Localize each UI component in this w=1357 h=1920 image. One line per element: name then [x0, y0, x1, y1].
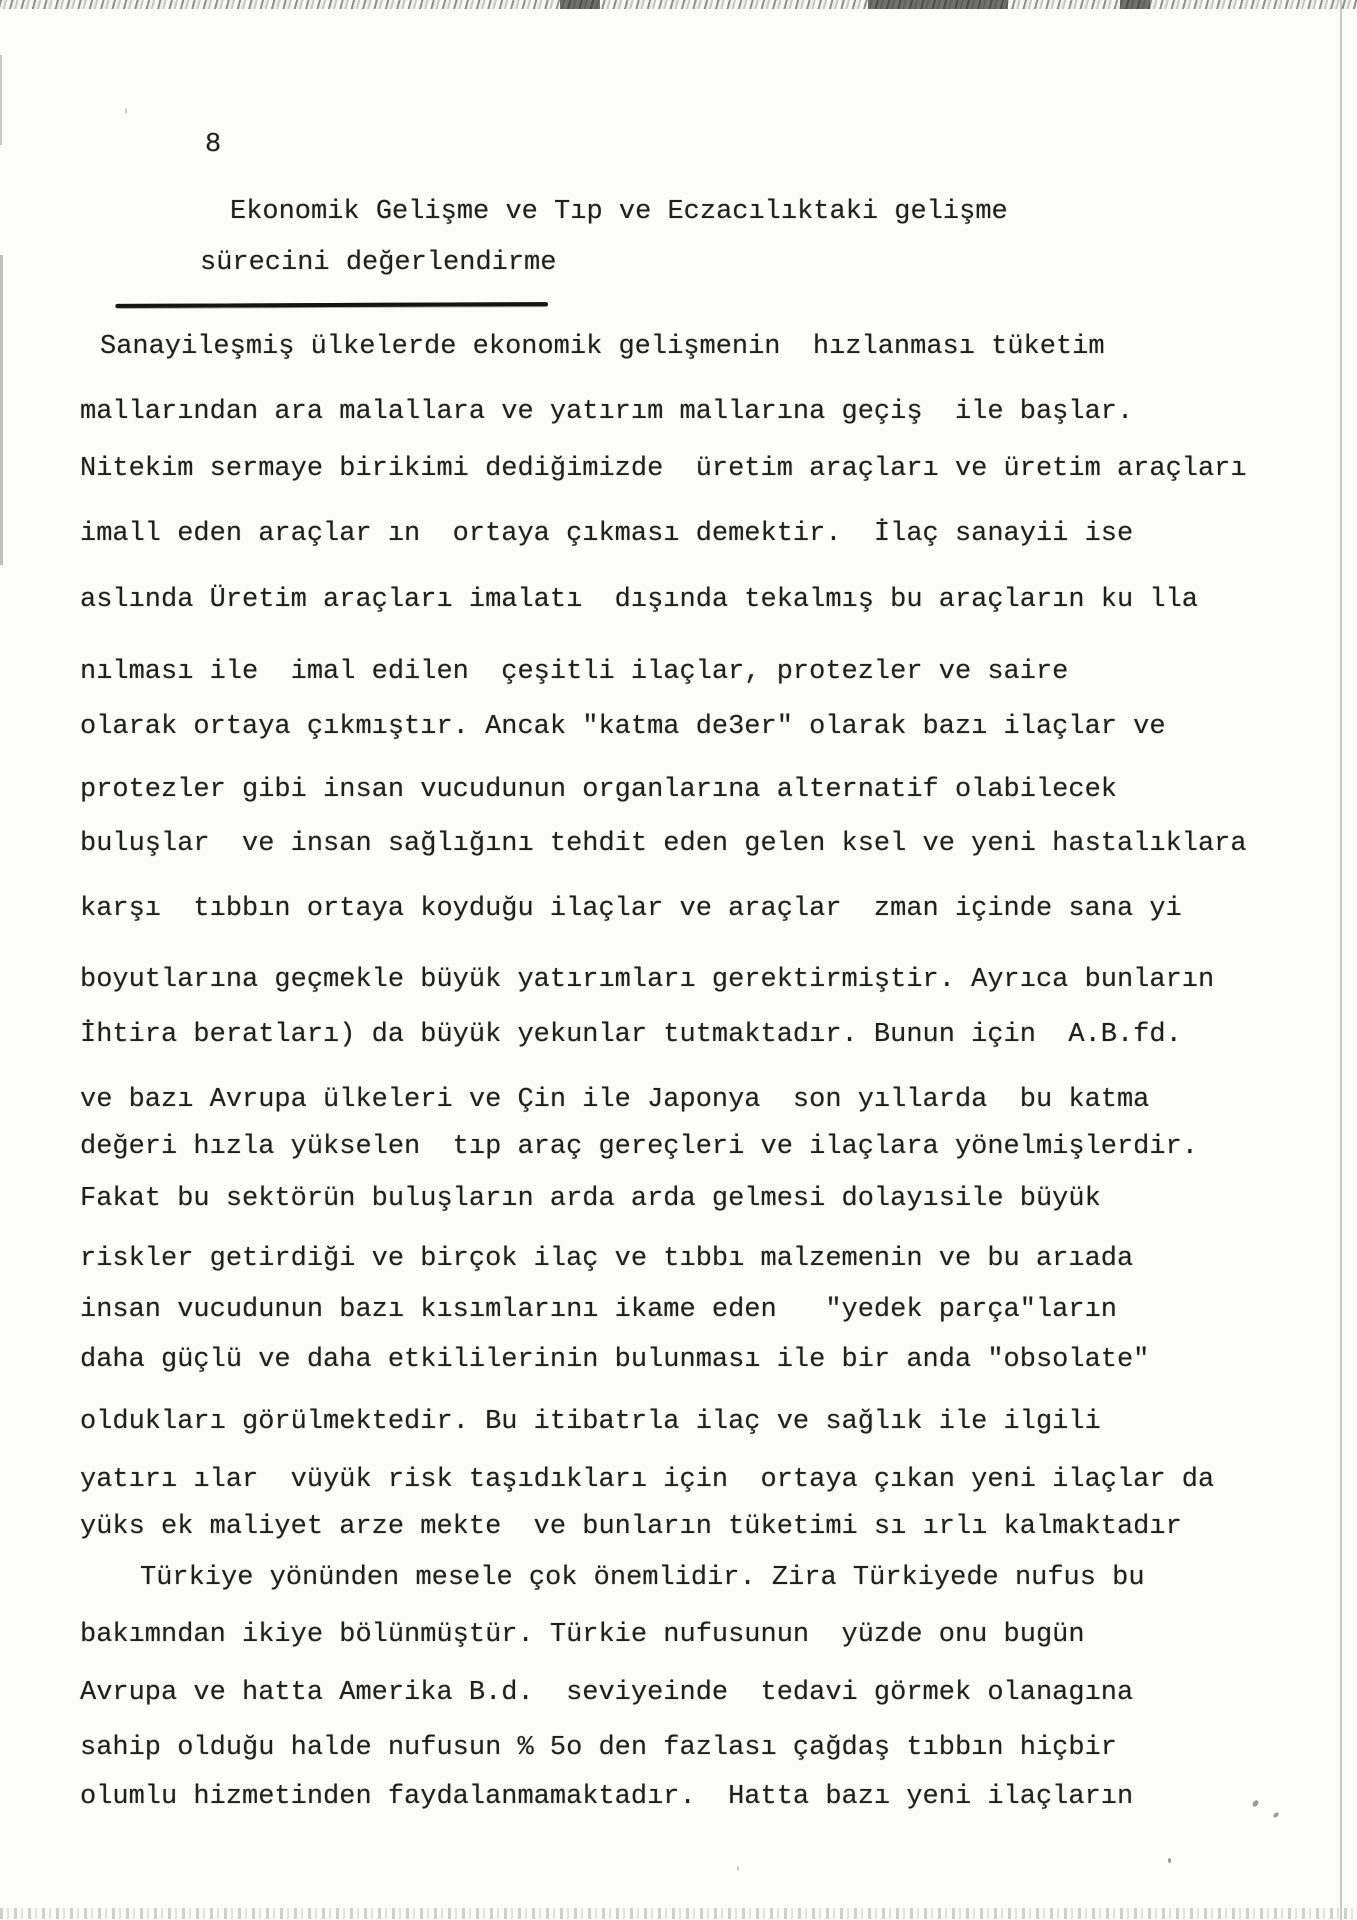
body-line-2: mallarından ara malallara ve yatırım mallarına geçiş ile başlar. — [80, 397, 1134, 427]
body-line-13: ve bazı Avrupa ülkeleri ve Çin ile Japonya son yıllarda bu katma — [80, 1085, 1150, 1115]
page-number: 8 — [205, 130, 222, 160]
body-line-7: olarak ortaya çıkmıştır. Ancak "katma de3er" olarak bazı ilaçlar ve — [80, 712, 1166, 742]
body-line-9: buluşlar ve insan sağlığını tehdit eden gelen ksel ve yeni hastalıklara — [80, 829, 1247, 859]
document-title-line2: sürecini değerlendirme — [200, 248, 557, 278]
document-title-line1: Ekonomik Gelişme ve Tıp ve Eczacılıktaki gelişme — [230, 197, 1008, 227]
scan-speck — [737, 1866, 739, 1871]
body-line-16: riskler getirdiği ve birçok ilaç ve tıbbı malzemenin ve bu arıada — [80, 1244, 1134, 1274]
scan-artifact-left-edge — [0, 255, 3, 565]
scan-artifact-right-edge — [1340, 0, 1342, 1920]
scan-speck — [1251, 1799, 1259, 1808]
scan-artifact-left-edge — [0, 55, 2, 145]
scan-artifact-top-dark-segment — [560, 0, 600, 9]
body-line-23: bakımndan ikiye bölünmüştür. Türkie nufusunun yüzde onu bugün — [80, 1620, 1085, 1650]
body-line-17: insan vucudunun bazı kısımlarını ikame eden "yedek parça"ların — [80, 1295, 1117, 1325]
body-line-18: daha güçlü ve daha etkililerinin bulunması ile bir anda "obsolate" — [80, 1345, 1150, 1375]
body-line-11: boyutlarına geçmekle büyük yatırımları gerektirmiştir. Ayrıca bunların — [80, 965, 1215, 995]
body-line-19: oldukları görülmektedir. Bu itibatrla ilaç ve sağlık ile ilgili — [80, 1407, 1101, 1437]
body-line-26: olumlu hizmetinden faydalanmamaktadır. Hatta bazı yeni ilaçların — [80, 1782, 1134, 1812]
scan-artifact-top-dark-segment — [868, 0, 1008, 9]
body-line-10: karşı tıbbın ortaya koyduğu ilaçlar ve araçlar zman içinde sana yi — [80, 894, 1182, 924]
body-line-1: Sanayileşmiş ülkelerde ekonomik gelişmenin hızlanması tüketim — [100, 332, 1105, 362]
body-line-5: aslında Üretim araçları imalatı dışında tekalmış bu araçların ku lla — [80, 585, 1198, 615]
body-line-4: imall eden araçlar ın ortaya çıkması demektir. İlaç sanayii ise — [80, 519, 1134, 549]
scan-artifact-bottom-edge — [0, 1908, 1357, 1919]
body-line-20: yatırı ılar vüyük risk taşıdıkları için ortaya çıkan yeni ilaçlar da — [80, 1465, 1215, 1495]
scan-speck — [1168, 1858, 1171, 1863]
body-line-21: yüks ek maliyet arze mekte ve bunların tüketimi sı ırlı kalmaktadır — [80, 1512, 1182, 1542]
body-line-14: değeri hızla yükselen tıp araç gereçleri ve ilaçlara yönelmişlerdir. — [80, 1132, 1198, 1162]
body-line-12: İhtira beratları) da büyük yekunlar tutmaktadır. Bunun için A.B.fd. — [80, 1020, 1182, 1050]
body-line-3: Nitekim sermaye birikimi dediğimizde üretim araçları ve üretim araçları — [80, 454, 1247, 484]
body-line-22: Türkiye yönünden mesele çok önemlidir. Zira Türkiyede nufus bu — [140, 1563, 1145, 1593]
scan-speck — [125, 108, 127, 114]
body-line-24: Avrupa ve hatta Amerika B.d. seviyeinde tedavi görmek olanagına — [80, 1678, 1134, 1708]
scan-artifact-top-dark-segment — [1120, 0, 1150, 9]
body-line-6: nılması ile imal edilen çeşitli ilaçlar, protezler ve saire — [80, 657, 1069, 687]
scan-speck — [1272, 1812, 1279, 1819]
body-line-15: Fakat bu sektörün buluşların arda arda gelmesi dolayısile büyük — [80, 1184, 1101, 1214]
body-line-25: sahip olduğu halde nufusun % 5o den fazlası çağdaş tıbbın hiçbir — [80, 1733, 1117, 1763]
scan-artifact-top-edge — [0, 0, 1357, 9]
title-underline — [116, 302, 548, 308]
body-line-8: protezler gibi insan vucudunun organlarına alternatif olabilecek — [80, 775, 1117, 805]
